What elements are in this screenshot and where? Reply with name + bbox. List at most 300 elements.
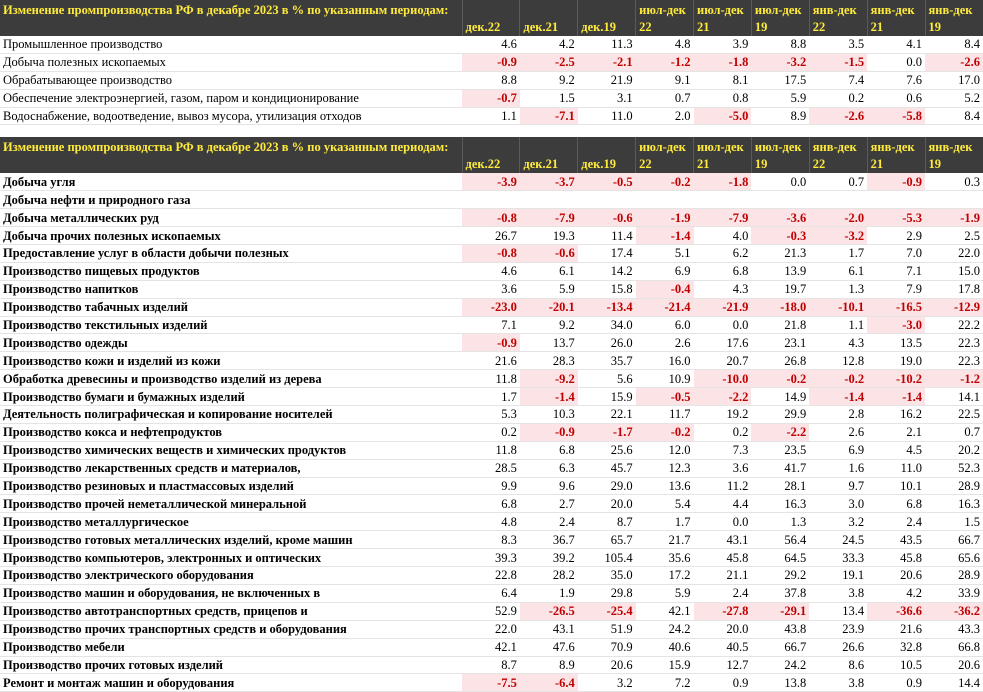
row-label-cell[interactable]: Производство электрического оборудования [0,567,462,585]
value-cell[interactable]: 28.2 [520,567,578,585]
row-label-cell[interactable]: Обеспечение электроэнергией, газом, паром и кондиционирование [0,89,462,107]
value-cell[interactable]: -21.9 [694,298,752,316]
value-cell[interactable]: 14.1 [925,388,983,406]
value-cell[interactable]: 45.7 [578,459,636,477]
value-cell[interactable]: -3.0 [867,316,925,334]
value-cell[interactable]: 12.0 [636,441,694,459]
value-cell[interactable]: 40.5 [694,638,752,656]
value-cell[interactable]: 1.3 [809,280,867,298]
value-cell[interactable]: 2.0 [636,107,694,125]
value-cell[interactable]: 4.8 [636,36,694,53]
value-cell[interactable]: 5.9 [751,89,809,107]
row-label-cell[interactable]: Производство бумаги и бумажных изделий [0,388,462,406]
row-label-cell[interactable]: Производство табачных изделий [0,298,462,316]
value-cell[interactable]: 64.5 [751,549,809,567]
value-cell[interactable]: 12.8 [809,352,867,370]
value-cell[interactable]: 21.3 [751,245,809,263]
row-label-cell[interactable]: Производство кожи и изделий из кожи [0,352,462,370]
value-cell[interactable]: 6.3 [520,459,578,477]
row-label-cell[interactable]: Производство машин и оборудования, не включенных в [0,584,462,602]
value-cell[interactable]: 33.3 [809,549,867,567]
value-cell[interactable]: -0.6 [520,245,578,263]
value-cell[interactable]: 0.6 [867,89,925,107]
value-cell[interactable]: -25.4 [578,602,636,620]
value-cell[interactable]: -7.9 [694,209,752,227]
value-cell[interactable]: 17.2 [636,567,694,585]
value-cell[interactable]: 3.0 [809,495,867,513]
value-cell[interactable]: 6.1 [809,262,867,280]
value-cell[interactable]: 0.2 [809,89,867,107]
value-cell[interactable]: -3.7 [520,173,578,190]
value-cell[interactable]: 23.9 [809,620,867,638]
value-cell[interactable]: -0.5 [578,173,636,190]
value-cell[interactable]: 5.3 [462,406,520,424]
value-cell[interactable]: 0.0 [694,513,752,531]
value-cell[interactable]: 28.9 [925,477,983,495]
row-label-cell[interactable]: Производство прочей неметаллической минеральной [0,495,462,513]
value-cell[interactable]: 20.6 [578,656,636,674]
column-header[interactable]: дек.22 [462,0,520,36]
value-cell[interactable]: 5.9 [636,584,694,602]
value-cell[interactable]: 13.7 [520,334,578,352]
row-label-cell[interactable]: Производство напитков [0,280,462,298]
value-cell[interactable]: 2.6 [809,423,867,441]
value-cell[interactable]: 8.3 [462,531,520,549]
value-cell[interactable]: 0.0 [751,173,809,190]
value-cell[interactable] [925,191,983,209]
column-header[interactable]: янв-дек 22 [809,137,867,173]
value-cell[interactable]: -0.9 [520,423,578,441]
value-cell[interactable]: 11.4 [578,227,636,245]
value-cell[interactable]: 42.1 [462,638,520,656]
row-label-cell[interactable]: Водоснабжение, водоотведение, вывоз мусора, утилизация отходов [0,107,462,125]
value-cell[interactable]: 1.1 [809,316,867,334]
value-cell[interactable]: -29.1 [751,602,809,620]
value-cell[interactable]: 0.9 [867,674,925,692]
value-cell[interactable]: 16.3 [925,495,983,513]
value-cell[interactable]: -7.1 [520,107,578,125]
value-cell[interactable]: 9.1 [636,71,694,89]
value-cell[interactable]: 39.3 [462,549,520,567]
value-cell[interactable]: 28.5 [462,459,520,477]
value-cell[interactable]: 22.2 [925,316,983,334]
value-cell[interactable]: 43.5 [867,531,925,549]
value-cell[interactable]: -21.4 [636,298,694,316]
value-cell[interactable]: 3.2 [809,513,867,531]
value-cell[interactable]: 66.7 [751,638,809,656]
value-cell[interactable]: 20.0 [694,620,752,638]
value-cell[interactable]: 11.7 [636,406,694,424]
value-cell[interactable]: 12.7 [694,656,752,674]
value-cell[interactable]: 33.9 [925,584,983,602]
value-cell[interactable]: 19.3 [520,227,578,245]
value-cell[interactable]: 4.5 [867,441,925,459]
value-cell[interactable]: 17.8 [925,280,983,298]
value-cell[interactable]: 4.3 [694,280,752,298]
value-cell[interactable]: 28.3 [520,352,578,370]
value-cell[interactable]: 7.1 [867,262,925,280]
value-cell[interactable]: 19.1 [809,567,867,585]
value-cell[interactable]: 34.0 [578,316,636,334]
value-cell[interactable]: 14.9 [751,388,809,406]
value-cell[interactable]: 35.6 [636,549,694,567]
value-cell[interactable]: 52.9 [462,602,520,620]
value-cell[interactable]: 9.7 [809,477,867,495]
value-cell[interactable]: -2.0 [809,209,867,227]
value-cell[interactable]: 15.8 [578,280,636,298]
value-cell[interactable]: 23.1 [751,334,809,352]
value-cell[interactable]: 17.6 [694,334,752,352]
value-cell[interactable]: 37.8 [751,584,809,602]
value-cell[interactable]: 35.0 [578,567,636,585]
value-cell[interactable]: 3.5 [809,36,867,53]
value-cell[interactable]: 52.3 [925,459,983,477]
column-header[interactable]: янв-дек 21 [867,137,925,173]
value-cell[interactable]: 19.0 [867,352,925,370]
value-cell[interactable]: -10.2 [867,370,925,388]
value-cell[interactable]: 2.6 [636,334,694,352]
value-cell[interactable]: 13.5 [867,334,925,352]
value-cell[interactable]: 40.6 [636,638,694,656]
value-cell[interactable]: 2.9 [867,227,925,245]
value-cell[interactable]: 43.1 [520,620,578,638]
value-cell[interactable]: 4.2 [867,584,925,602]
value-cell[interactable]: 17.4 [578,245,636,263]
value-cell[interactable]: -0.5 [636,388,694,406]
value-cell[interactable]: -1.4 [636,227,694,245]
value-cell[interactable]: 105.4 [578,549,636,567]
value-cell[interactable]: 9.2 [520,71,578,89]
value-cell[interactable]: 16.0 [636,352,694,370]
value-cell[interactable]: -2.6 [809,107,867,125]
value-cell[interactable]: -5.8 [867,107,925,125]
value-cell[interactable]: 5.2 [925,89,983,107]
value-cell[interactable]: 8.8 [751,36,809,53]
column-header[interactable]: июл-дек 19 [751,0,809,36]
value-cell[interactable]: 2.7 [520,495,578,513]
value-cell[interactable]: 6.0 [636,316,694,334]
value-cell[interactable]: 21.8 [751,316,809,334]
value-cell[interactable]: 4.0 [694,227,752,245]
value-cell[interactable]: -1.8 [694,173,752,190]
value-cell[interactable]: 8.4 [925,107,983,125]
row-label-cell[interactable]: Производство лекарственных средств и материалов, [0,459,462,477]
value-cell[interactable]: -18.0 [751,298,809,316]
value-cell[interactable]: -3.2 [809,227,867,245]
value-cell[interactable]: 7.0 [867,245,925,263]
value-cell[interactable]: 8.7 [578,513,636,531]
value-cell[interactable]: -6.4 [520,674,578,692]
value-cell[interactable]: 4.2 [520,36,578,53]
value-cell[interactable]: 19.7 [751,280,809,298]
value-cell[interactable]: 0.0 [867,53,925,71]
row-label-cell[interactable]: Производство прочих транспортных средств и оборудования [0,620,462,638]
value-cell[interactable]: 9.9 [462,477,520,495]
value-cell[interactable]: 9.2 [520,316,578,334]
value-cell[interactable]: 21.7 [636,531,694,549]
value-cell[interactable]: 0.2 [694,423,752,441]
value-cell[interactable]: 41.7 [751,459,809,477]
value-cell[interactable]: 45.8 [694,549,752,567]
value-cell[interactable]: -36.6 [867,602,925,620]
value-cell[interactable]: 7.3 [694,441,752,459]
value-cell[interactable]: -0.6 [578,209,636,227]
value-cell[interactable]: -3.9 [462,173,520,190]
column-header[interactable]: дек.21 [520,137,578,173]
value-cell[interactable]: 0.7 [636,89,694,107]
value-cell[interactable]: 23.5 [751,441,809,459]
value-cell[interactable]: 15.0 [925,262,983,280]
column-header[interactable]: дек.22 [462,137,520,173]
value-cell[interactable]: 7.1 [462,316,520,334]
value-cell[interactable]: -7.9 [520,209,578,227]
value-cell[interactable]: 19.2 [694,406,752,424]
row-label-cell[interactable]: Обработка древесины и производство изделий из дерева [0,370,462,388]
value-cell[interactable]: 20.6 [867,567,925,585]
value-cell[interactable]: 7.6 [867,71,925,89]
value-cell[interactable]: 24.5 [809,531,867,549]
value-cell[interactable]: -5.0 [694,107,752,125]
value-cell[interactable]: 21.6 [867,620,925,638]
value-cell[interactable]: 5.1 [636,245,694,263]
value-cell[interactable]: -0.4 [636,280,694,298]
value-cell[interactable]: -0.8 [462,245,520,263]
value-cell[interactable]: 14.4 [925,674,983,692]
row-label-cell[interactable]: Обрабатывающее производство [0,71,462,89]
value-cell[interactable]: 65.6 [925,549,983,567]
value-cell[interactable]: 2.4 [867,513,925,531]
value-cell[interactable]: 9.6 [520,477,578,495]
value-cell[interactable]: 25.6 [578,441,636,459]
value-cell[interactable]: 6.9 [809,441,867,459]
value-cell[interactable]: 21.9 [578,71,636,89]
value-cell[interactable]: -13.4 [578,298,636,316]
value-cell[interactable]: 26.7 [462,227,520,245]
value-cell[interactable]: 1.1 [462,107,520,125]
value-cell[interactable]: 4.3 [809,334,867,352]
value-cell[interactable]: 43.1 [694,531,752,549]
value-cell[interactable]: 20.7 [694,352,752,370]
value-cell[interactable]: 6.1 [520,262,578,280]
value-cell[interactable]: -26.5 [520,602,578,620]
value-cell[interactable]: 26.0 [578,334,636,352]
column-header[interactable]: дек.19 [578,0,636,36]
value-cell[interactable]: -0.9 [867,173,925,190]
value-cell[interactable]: 56.4 [751,531,809,549]
value-cell[interactable]: -0.2 [751,370,809,388]
value-cell[interactable] [462,191,520,209]
value-cell[interactable]: -2.1 [578,53,636,71]
value-cell[interactable]: 8.6 [809,656,867,674]
row-label-cell[interactable]: Производство одежды [0,334,462,352]
value-cell[interactable]: -2.2 [694,388,752,406]
value-cell[interactable]: 15.9 [578,388,636,406]
value-cell[interactable]: 4.4 [694,495,752,513]
row-label-cell[interactable]: Производство пищевых продуктов [0,262,462,280]
value-cell[interactable]: 43.3 [925,620,983,638]
value-cell[interactable]: 2.4 [694,584,752,602]
row-label-cell[interactable]: Производство мебели [0,638,462,656]
value-cell[interactable]: 0.7 [809,173,867,190]
value-cell[interactable]: 47.6 [520,638,578,656]
value-cell[interactable]: 7.9 [867,280,925,298]
value-cell[interactable]: -12.9 [925,298,983,316]
value-cell[interactable] [520,191,578,209]
value-cell[interactable]: 22.8 [462,567,520,585]
value-cell[interactable]: 24.2 [751,656,809,674]
value-cell[interactable]: -1.9 [636,209,694,227]
value-cell[interactable]: 1.5 [925,513,983,531]
value-cell[interactable]: 35.7 [578,352,636,370]
value-cell[interactable]: 4.8 [462,513,520,531]
value-cell[interactable]: 13.4 [809,602,867,620]
value-cell[interactable]: 6.8 [520,441,578,459]
value-cell[interactable]: 11.8 [462,441,520,459]
value-cell[interactable]: 13.8 [751,674,809,692]
value-cell[interactable]: 0.2 [462,423,520,441]
value-cell[interactable]: -5.3 [867,209,925,227]
value-cell[interactable]: -0.3 [751,227,809,245]
value-cell[interactable]: 8.7 [462,656,520,674]
column-header[interactable]: янв-дек 22 [809,0,867,36]
value-cell[interactable]: 6.9 [636,262,694,280]
value-cell[interactable]: 8.9 [520,656,578,674]
value-cell[interactable]: 17.0 [925,71,983,89]
value-cell[interactable]: 13.9 [751,262,809,280]
value-cell[interactable]: 3.8 [809,584,867,602]
value-cell[interactable]: -2.6 [925,53,983,71]
value-cell[interactable]: -9.2 [520,370,578,388]
value-cell[interactable]: 29.2 [751,567,809,585]
value-cell[interactable]: -1.4 [867,388,925,406]
value-cell[interactable]: -3.6 [751,209,809,227]
value-cell[interactable]: 5.9 [520,280,578,298]
value-cell[interactable]: 3.1 [578,89,636,107]
row-label-cell[interactable]: Производство компьютеров, электронных и оптических [0,549,462,567]
row-label-cell[interactable]: Производство кокса и нефтепродуктов [0,423,462,441]
column-header[interactable]: июл-дек 21 [694,0,752,36]
row-label-cell[interactable]: Добыча металлических руд [0,209,462,227]
value-cell[interactable] [578,191,636,209]
value-cell[interactable]: 22.1 [578,406,636,424]
value-cell[interactable]: 7.2 [636,674,694,692]
value-cell[interactable]: 16.3 [751,495,809,513]
row-label-cell[interactable]: Предоставление услуг в области добычи полезных [0,245,462,263]
value-cell[interactable]: 1.9 [520,584,578,602]
value-cell[interactable]: 15.9 [636,656,694,674]
value-cell[interactable]: 6.2 [694,245,752,263]
value-cell[interactable]: -0.8 [462,209,520,227]
value-cell[interactable]: 22.0 [925,245,983,263]
value-cell[interactable]: -0.9 [462,53,520,71]
value-cell[interactable]: 0.0 [694,316,752,334]
value-cell[interactable]: 51.9 [578,620,636,638]
value-cell[interactable]: 6.8 [462,495,520,513]
value-cell[interactable]: 5.4 [636,495,694,513]
value-cell[interactable]: 4.6 [462,262,520,280]
row-label-cell[interactable]: Ремонт и монтаж машин и оборудования [0,674,462,692]
value-cell[interactable]: -1.4 [520,388,578,406]
value-cell[interactable]: 11.8 [462,370,520,388]
value-cell[interactable]: 6.4 [462,584,520,602]
table-title[interactable]: Изменение промпроизводства РФ в декабре 2023 в % по указанным периодам: [0,137,462,173]
value-cell[interactable]: 4.6 [462,36,520,53]
value-cell[interactable]: 21.1 [694,567,752,585]
value-cell[interactable]: 0.9 [694,674,752,692]
value-cell[interactable]: 36.7 [520,531,578,549]
value-cell[interactable]: 2.5 [925,227,983,245]
row-label-cell[interactable]: Промышленное производство [0,36,462,53]
value-cell[interactable] [867,191,925,209]
value-cell[interactable]: -1.4 [809,388,867,406]
value-cell[interactable]: -2.5 [520,53,578,71]
value-cell[interactable]: 22.3 [925,334,983,352]
value-cell[interactable]: 12.3 [636,459,694,477]
value-cell[interactable]: -1.7 [578,423,636,441]
value-cell[interactable]: 20.0 [578,495,636,513]
column-header[interactable]: янв-дек 21 [867,0,925,36]
value-cell[interactable]: 8.8 [462,71,520,89]
value-cell[interactable]: -10.1 [809,298,867,316]
value-cell[interactable] [636,191,694,209]
value-cell[interactable]: 8.4 [925,36,983,53]
value-cell[interactable]: 66.7 [925,531,983,549]
value-cell[interactable]: -7.5 [462,674,520,692]
value-cell[interactable]: 11.2 [694,477,752,495]
value-cell[interactable]: 43.8 [751,620,809,638]
row-label-cell[interactable]: Добыча полезных ископаемых [0,53,462,71]
value-cell[interactable]: 45.8 [867,549,925,567]
value-cell[interactable]: 14.2 [578,262,636,280]
value-cell[interactable]: -10.0 [694,370,752,388]
value-cell[interactable]: 22.5 [925,406,983,424]
value-cell[interactable]: 10.1 [867,477,925,495]
value-cell[interactable]: -27.8 [694,602,752,620]
value-cell[interactable]: 3.6 [694,459,752,477]
value-cell[interactable]: 10.9 [636,370,694,388]
value-cell[interactable]: 0.3 [925,173,983,190]
row-label-cell[interactable]: Деятельность полиграфическая и копирование носителей [0,406,462,424]
column-header[interactable]: июл-дек 22 [636,137,694,173]
value-cell[interactable]: 2.8 [809,406,867,424]
value-cell[interactable]: 16.2 [867,406,925,424]
value-cell[interactable]: 65.7 [578,531,636,549]
value-cell[interactable]: 8.9 [751,107,809,125]
value-cell[interactable]: 6.8 [867,495,925,513]
value-cell[interactable]: -2.2 [751,423,809,441]
value-cell[interactable]: 29.9 [751,406,809,424]
value-cell[interactable]: 20.6 [925,656,983,674]
value-cell[interactable]: 26.6 [809,638,867,656]
value-cell[interactable]: -23.0 [462,298,520,316]
row-label-cell[interactable]: Производство химических веществ и химических продуктов [0,441,462,459]
value-cell[interactable]: -0.2 [636,173,694,190]
row-label-cell[interactable]: Производство автотранспортных средств, прицепов и [0,602,462,620]
value-cell[interactable] [751,191,809,209]
column-header[interactable]: янв-дек 19 [925,137,983,173]
value-cell[interactable]: 11.0 [578,107,636,125]
value-cell[interactable]: 22.3 [925,352,983,370]
value-cell[interactable]: -1.2 [636,53,694,71]
value-cell[interactable]: 3.2 [578,674,636,692]
value-cell[interactable]: -1.2 [925,370,983,388]
table-title[interactable]: Изменение промпроизводства РФ в декабре 2023 в % по указанным периодам: [0,0,462,36]
column-header[interactable]: дек.19 [578,137,636,173]
value-cell[interactable]: -0.9 [462,334,520,352]
value-cell[interactable]: 1.3 [751,513,809,531]
value-cell[interactable]: 24.2 [636,620,694,638]
value-cell[interactable]: 10.5 [867,656,925,674]
